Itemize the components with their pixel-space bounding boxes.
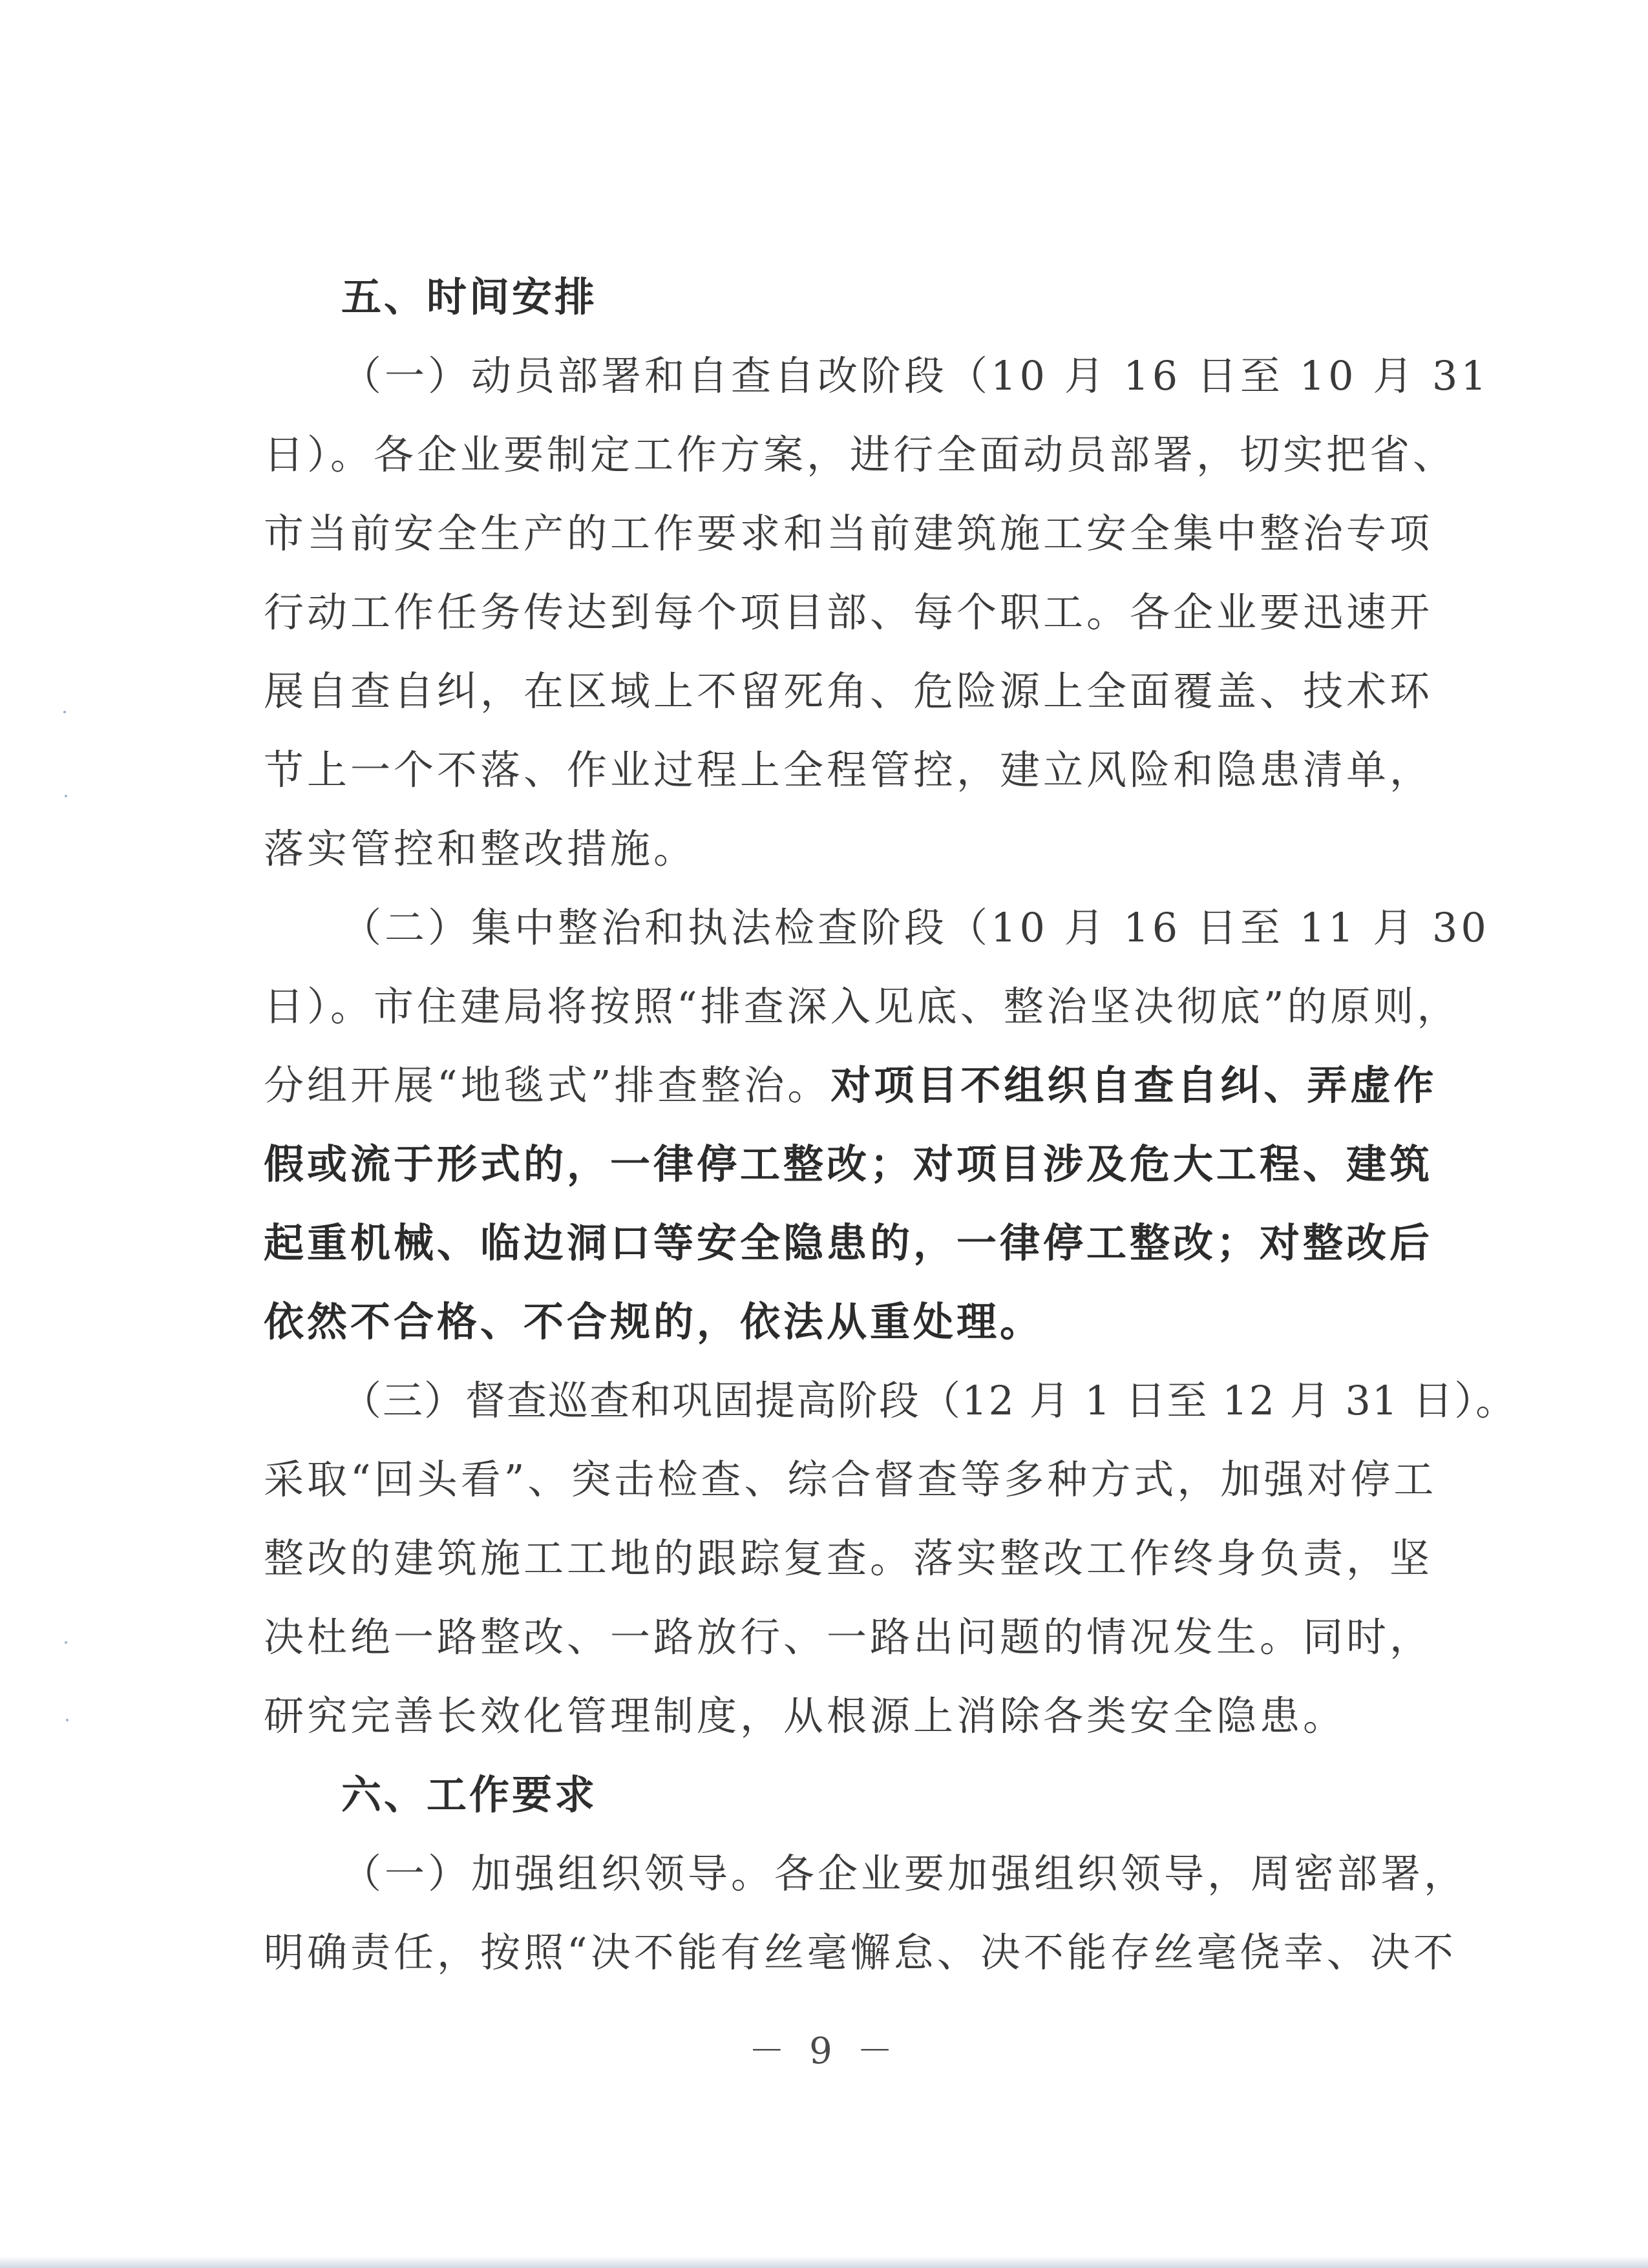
paragraph-text-bold: 对项目不组织自查自纠、弄虚作 [830,1062,1437,1109]
scan-speck [65,1641,67,1644]
scan-bottom-edge [0,2256,1648,2268]
paragraph-line: 市当前安全生产的工作要求和当前建筑施工安全集中整治专项 [264,510,1433,557]
paragraph-line-bold: 依然不合格、不合规的，依法从重处理。 [264,1298,1044,1345]
paragraph-line: 采取“回头看”、突击检查、综合督查等多种方式，加强对停工 [264,1456,1437,1503]
paragraph-line: 行动工作任务传达到每个项目部、每个职工。各企业要迅速开 [264,589,1433,636]
paragraph-line: 节上一个不落、作业过程上全程管控，建立风险和隐患清单， [264,746,1433,793]
paragraph-line: （三）督查巡查和巩固提高阶段（12 月 1 日至 12 月 31 日）。 [341,1377,1517,1424]
paragraph-line: 决杜绝一路整改、一路放行、一路出问题的情况发生。同时， [264,1613,1433,1661]
paragraph-line: 研究完善长效化管理制度，从根源上消除各类安全隐患。 [264,1692,1347,1739]
paragraph-line: 落实管控和整改措施。 [264,825,697,872]
paragraph-line: 明确责任，按照“决不能有丝毫懈怠、决不能存丝毫侥幸、决不 [264,1929,1457,1976]
scan-speck [66,1719,69,1721]
paragraph-line: （一）加强组织领导。各企业要加强组织领导，周密部署， [341,1850,1468,1897]
paragraph-line-mixed [264,1060,1437,1111]
paragraph-line: （二）集中整治和执法检查阶段（10 月 16 日至 11 月 30 [341,904,1490,951]
paragraph-line: 日）。各企业要制定工作方案，进行全面动员部署，切实把省、 [264,431,1457,478]
paragraph-line: 日）。市住建局将按照“排查深入见底、整治坚决彻底”的原则， [264,983,1461,1030]
scan-speck [65,795,67,797]
section-heading-schedule: 五、时间安排 [341,273,598,320]
paragraph-line: 整改的建筑施工工地的跟踪复查。落实整改工作终身负责，坚 [264,1535,1433,1582]
scan-speck [63,711,66,713]
paragraph-line: （一）动员部署和自查自改阶段（10 月 16 日至 10 月 31 [341,352,1490,399]
paragraph-line-bold: 起重机械、临边洞口等安全隐患的，一律停工整改；对整改后 [264,1219,1433,1266]
section-heading-requirements: 六、工作要求 [341,1771,598,1818]
paragraph-line-bold: 假或流于形式的，一律停工整改；对项目涉及危大工程、建筑 [264,1140,1433,1188]
page-number: － 9 － [748,2030,900,2072]
paragraph-line: 展自查自纠，在区域上不留死角、危险源上全面覆盖、技术环 [264,667,1433,715]
paragraph-text: 分组开展“地毯式”排查整治。 [264,1062,831,1109]
